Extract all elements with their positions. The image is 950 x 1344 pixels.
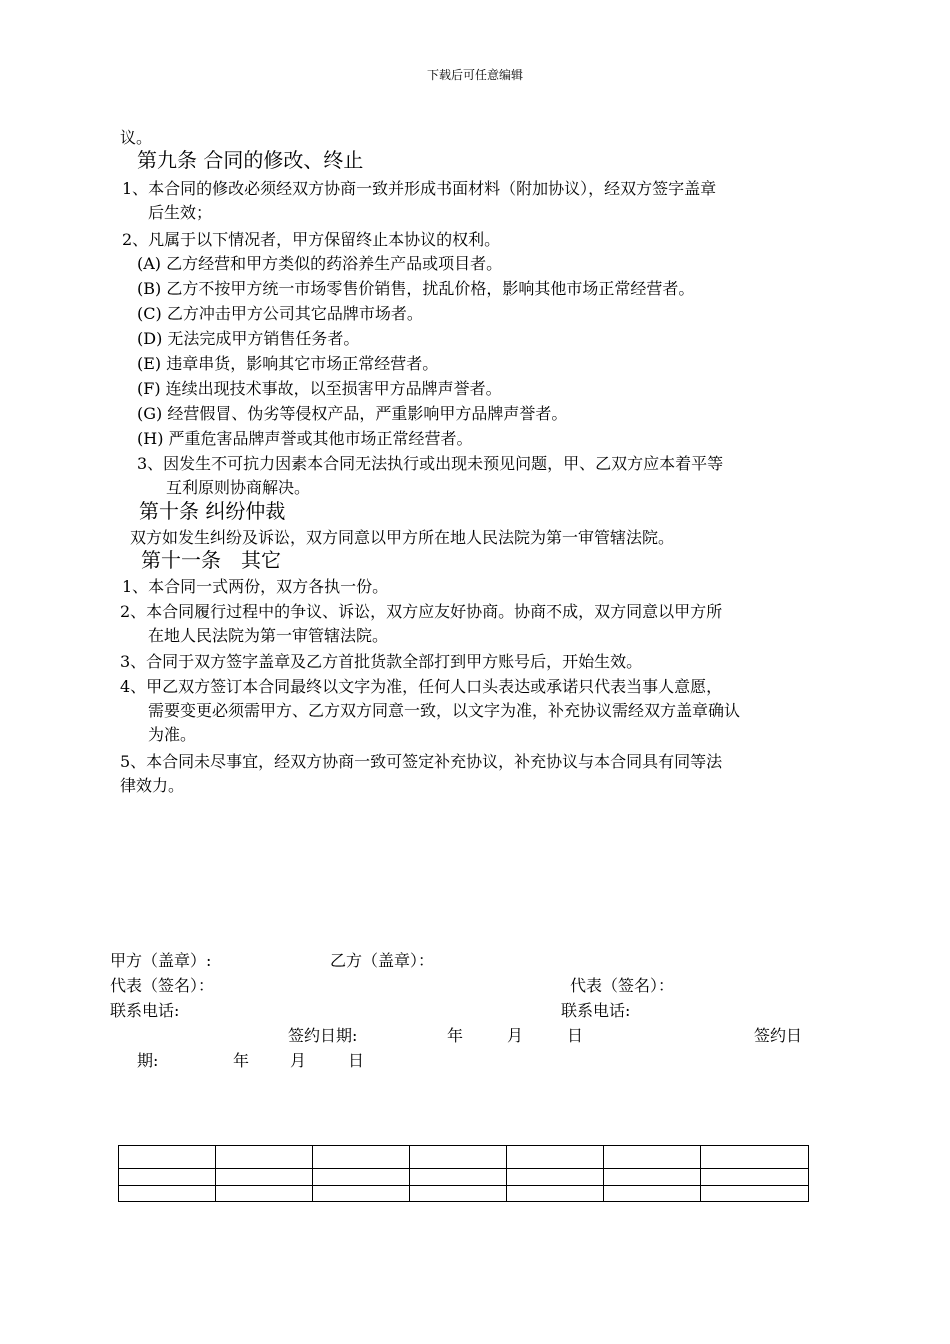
table-cell: [216, 1146, 313, 1169]
article-11-clause-2: 2、本合同履行过程中的争议、诉讼，双方应友好协商。协商不成，双方同意以甲方所: [120, 602, 723, 621]
party-b-date-year: 年: [233, 1051, 250, 1070]
party-a-seal-label: 甲方（盖章）:: [110, 951, 212, 970]
party-b-phone-label: 联系电话:: [561, 1001, 631, 1020]
table-row: [119, 1169, 809, 1186]
table-cell: [410, 1146, 507, 1169]
table-cell: [507, 1146, 604, 1169]
article-11-clause-5: 5、本合同未尽事宜，经双方协商一致可签定补充协议，补充协议与本合同具有同等法: [120, 752, 723, 771]
party-a-representative-label: 代表（签名）：: [110, 976, 215, 995]
table-cell: [507, 1186, 604, 1202]
table-cell: [313, 1169, 410, 1186]
party-b-seal-label: 乙方（盖章）：: [330, 951, 435, 970]
table-cell: [410, 1186, 507, 1202]
table-cell: [119, 1146, 216, 1169]
table-cell: [119, 1186, 216, 1202]
table-cell: [701, 1186, 809, 1202]
table-cell: [701, 1146, 809, 1169]
party-b-date-label-start: 签约日: [754, 1026, 803, 1045]
table-cell: [119, 1169, 216, 1186]
list-item: (C) 乙方冲击甲方公司其它品牌市场者。: [137, 304, 423, 323]
table-cell: [216, 1169, 313, 1186]
list-item: (F) 连续出现技术事故，以至损害甲方品牌声誉者。: [137, 379, 502, 398]
party-a-date-year: 年: [447, 1026, 464, 1045]
table-cell: [507, 1169, 604, 1186]
table-cell: [313, 1186, 410, 1202]
article-9-clause-1-cont: 后生效；: [148, 203, 213, 222]
party-b-representative-label: 代表（签名）：: [570, 976, 675, 995]
article-9-clause-1: 1、本合同的修改必须经双方协商一致并形成书面材料（附加协议），经双方签字盖章: [122, 179, 717, 198]
list-item: (A) 乙方经营和甲方类似的药浴养生产品或项目者。: [137, 254, 503, 273]
lead-text: 议。: [120, 128, 153, 147]
list-item: (D) 无法完成甲方销售任务者。: [137, 329, 360, 348]
table-cell: [216, 1186, 313, 1202]
article-11-title: 第十一条 其它: [141, 548, 281, 572]
article-9-clause-2: 2、凡属于以下情况者，甲方保留终止本协议的权利。: [122, 230, 501, 249]
article-11-clause-1: 1、本合同一式两份，双方各执一份。: [122, 577, 389, 596]
party-a-date-day: 日: [567, 1026, 584, 1045]
party-a-phone-label: 联系电话:: [110, 1001, 180, 1020]
table-row: [119, 1186, 809, 1202]
list-item: (B) 乙方不按甲方统一市场零售价销售，扰乱价格，影响其他市场正常经营者。: [137, 279, 695, 298]
table-cell: [604, 1146, 701, 1169]
list-item: (G) 经营假冒、伪劣等侵权产品，严重影响甲方品牌声誉者。: [137, 404, 568, 423]
list-item: (E) 违章串货，影响其它市场正常经营者。: [137, 354, 439, 373]
table-cell: [604, 1169, 701, 1186]
list-item: (H) 严重危害品牌声誉或其他市场正常经营者。: [137, 429, 473, 448]
article-10-body: 双方如发生纠纷及诉讼，双方同意以甲方所在地人民法院为第一审管辖法院。: [130, 528, 675, 547]
party-a-date-label: 签约日期:: [288, 1026, 358, 1045]
table-cell: [701, 1169, 809, 1186]
empty-grid-table: [118, 1145, 809, 1202]
party-b-date-day: 日: [348, 1051, 365, 1070]
party-a-date-month: 月: [507, 1026, 524, 1045]
page-header: 下载后可任意编辑: [426, 68, 523, 82]
article-11-clause-4-cont: 需要变更必须需甲方、乙方双方同意一致，以文字为准，补充协议需经双方盖章确认: [148, 701, 741, 720]
table-row: [119, 1146, 809, 1169]
party-b-date-month: 月: [290, 1051, 307, 1070]
article-11-clause-5-cont: 律效力。: [120, 776, 185, 795]
party-b-date-label-end: 期:: [137, 1051, 159, 1070]
article-9-title: 第九条 合同的修改、终止: [137, 148, 364, 172]
table-cell: [410, 1169, 507, 1186]
article-11-clause-4: 4、甲乙双方签订本合同最终以文字为准，任何人口头表达或承诺只代表当事人意愿，: [120, 677, 723, 696]
table-cell: [313, 1146, 410, 1169]
table-cell: [604, 1186, 701, 1202]
article-11-clause-4-end: 为准。: [148, 725, 197, 744]
article-10-title: 第十条 纠纷仲裁: [139, 499, 286, 523]
article-9-clause-3: 3、因发生不可抗力因素本合同无法执行或出现未预见问题，甲、乙双方应本着平等: [137, 454, 724, 473]
article-11-clause-3: 3、合同于双方签字盖章及乙方首批货款全部打到甲方账号后，开始生效。: [120, 652, 643, 671]
article-11-clause-2-cont: 在地人民法院为第一审管辖法院。: [148, 626, 389, 645]
article-9-clause-3-cont: 互利原则协商解决。: [166, 478, 311, 497]
